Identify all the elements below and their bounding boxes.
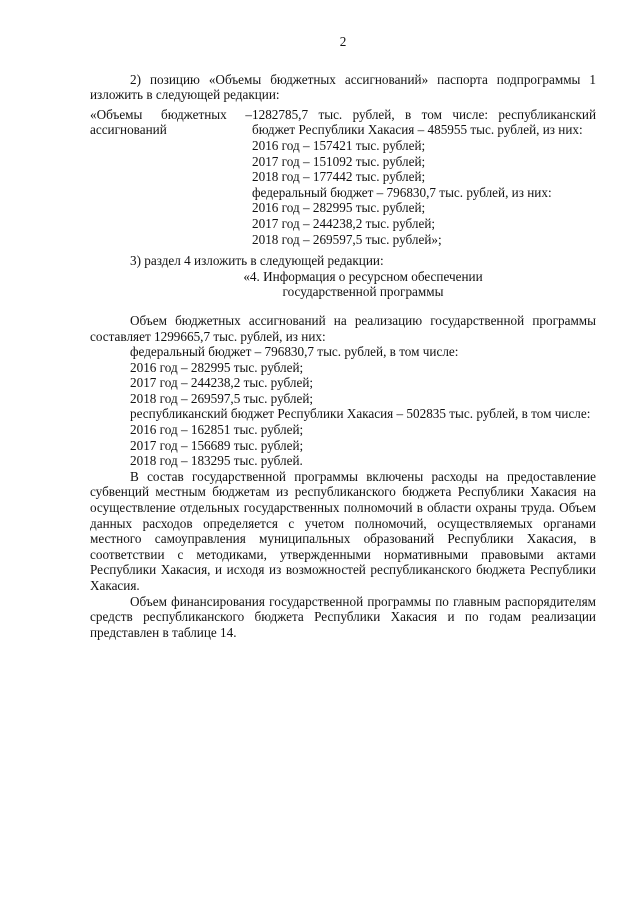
republic-year-line: 2017 год – 156689 тыс. рублей; (130, 437, 304, 453)
section-heading-line2: государственной программы (282, 284, 444, 300)
section-heading-line1: «4. Информация о ресурсном обеспечении (243, 268, 483, 284)
passport-line: федеральный бюджет – 796830,7 тыс. рублей, из них: (252, 184, 552, 200)
federal-year-line: 2016 год – 282995 тыс. рублей; (130, 359, 304, 375)
document-page (90, 34, 596, 640)
passport-summary: 1282785,7 тыс. рублей, в том числе: республиканский бюджет Республики Хакасия – 485955 тыс. рублей, из них: (252, 106, 596, 138)
federal-year-line: 2018 год – 269597,5 тыс. рублей; (130, 390, 314, 406)
financing-paragraph: Объем финансирования государственной программы по главным распорядителям средств республиканского бюджета Республики Хакасия и по годам реализации представлен в таблице 14. (90, 593, 596, 640)
subventions-paragraph: В состав государственной программы включены расходы на предоставление субвенций местным бюджетам из республиканского бюджета Республики Хакасия на осуществление отдельных государственных полномочий в области охраны труда. Объем данных расходов определяется с учетом полномочий, осуществляемых органами местного самоуправления муниципальных образований Республики Хакасия, в соответствии с методиками, утвержденными нормативными правовыми актами Республики Хакасия, и исходя из возможностей республиканского бюджета Республики Хакасия. (90, 468, 596, 593)
item2-intro: 2) позицию «Объемы бюджетных ассигнований» паспорта подпрограммы 1 изложить в следующей редакции: (90, 71, 596, 103)
republic-budget-line: республиканский бюджет Республики Хакасия – 502835 тыс. рублей, в том числе: (130, 406, 591, 422)
item3-intro: 3) раздел 4 изложить в следующей редакции: (130, 253, 384, 269)
passport-row (90, 107, 596, 247)
page-number: 2 (339, 34, 347, 49)
passport-line: 2017 год – 244238,2 тыс. рублей; (252, 215, 436, 231)
passport-line: 2016 год – 282995 тыс. рублей; (252, 200, 426, 216)
federal-year-line: 2017 год – 244238,2 тыс. рублей; (130, 375, 314, 391)
federal-budget-line: федеральный бюджет – 796830,7 тыс. рублей, в том числе: (130, 344, 459, 360)
republic-year-line: 2016 год – 162851 тыс. рублей; (130, 422, 304, 438)
passport-value (252, 107, 596, 247)
passport-label: «Объемы бюджетных – ассигнований (90, 106, 252, 138)
passport-line: 2017 год – 151092 тыс. рублей; (252, 153, 426, 169)
republic-year-line: 2018 год – 183295 тыс. рублей. (130, 453, 303, 469)
passport-line: 2018 год – 269597,5 тыс. рублей»; (252, 231, 442, 247)
passport-line: 2016 год – 157421 тыс. рублей; (252, 137, 426, 153)
passport-line: 2018 год – 177442 тыс. рублей; (252, 169, 426, 185)
budget-total-paragraph: Объем бюджетных ассигнований на реализацию государственной программы составляет 1299665,7 тыс. рублей, из них: (90, 312, 596, 344)
